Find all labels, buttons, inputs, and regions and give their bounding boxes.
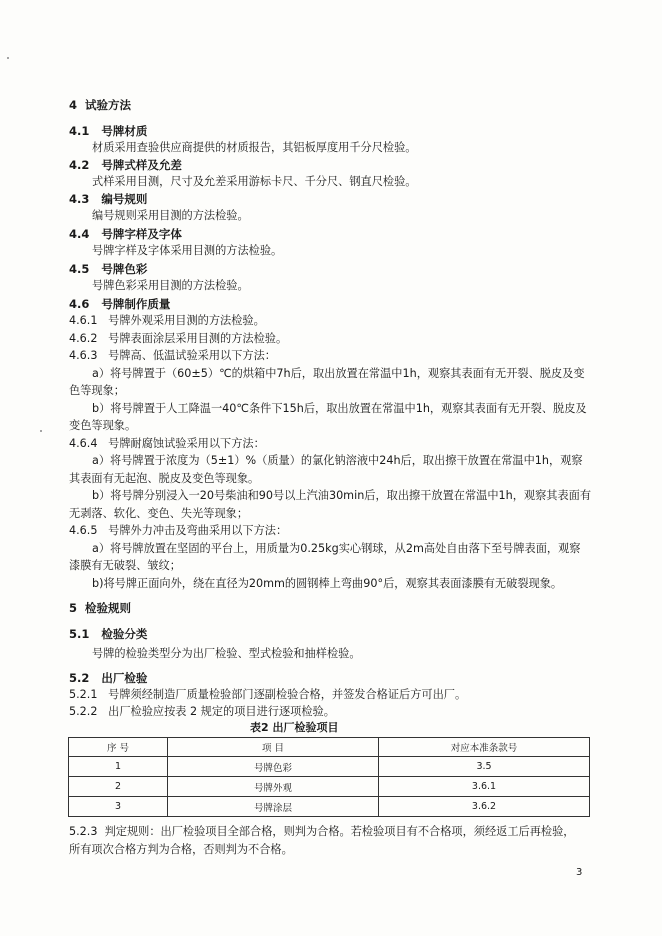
table-cell: 3.6.1 xyxy=(379,777,590,797)
clause-5-2-title: 出厂检验 xyxy=(101,671,148,685)
page-number: 3 xyxy=(576,867,583,878)
scan-speck xyxy=(40,430,42,432)
clause-5-2-2-number: 5.2.2 xyxy=(69,705,98,718)
clause-4-6-1-number: 4.6.1 xyxy=(69,314,98,327)
clause-5-2-2 xyxy=(69,704,335,720)
clause-4-6-3-number: 4.6.3 xyxy=(69,349,98,362)
table-header-row xyxy=(69,738,590,757)
clause-4-6-5-b-line1: b)将号牌正面向外，绕在直径为20mm的圆钢棒上弯曲90°后，观察其表面漆膜有无破裂现象。 xyxy=(92,577,563,590)
clause-5-2-1-number: 5.2.1 xyxy=(69,688,98,701)
clause-4-6-3 xyxy=(69,348,276,364)
clause-4-6-4-a-line2: 其表面有无起泡、脱皮及变色等现象。 xyxy=(69,472,260,485)
clause-5-1-number: 5.1 xyxy=(69,627,90,641)
clause-4-6-4 xyxy=(69,436,265,452)
clause-4-1-title: 号牌材质 xyxy=(101,124,148,138)
clause-5-2-3-number: 5.2.3 xyxy=(69,825,98,838)
clause-4-2-number: 4.2 xyxy=(69,158,90,172)
clause-4-3-title: 编号规则 xyxy=(101,192,148,206)
clause-4-6-4-b-line2: 无剥落、软化、变色、失光等现象； xyxy=(69,507,249,520)
table-cell: 3 xyxy=(69,797,168,817)
clause-4-6-4-b-line1: b）将号牌分别浸入一20号柴油和90号以上汽油30min后，取出擦干放置在常温中1h，观察其表面有 xyxy=(92,489,592,502)
clause-4-6-number: 4.6 xyxy=(69,297,90,311)
clause-4-6-5-number: 4.6.5 xyxy=(69,524,98,537)
clause-4-5-body: 号牌色彩采用目测的方法检验。 xyxy=(92,279,249,292)
clause-4-2-title: 号牌式样及允差 xyxy=(101,158,182,172)
table-cell: 号牌外观 xyxy=(168,777,379,797)
section-4-number: 4 xyxy=(69,98,78,112)
clause-5-1-heading xyxy=(69,626,147,642)
clause-4-3-body: 编号规则采用目测的方法检验。 xyxy=(92,209,249,222)
clause-5-2-3-text: 判定规则：出厂检验项目全部合格，则判为合格。若检验项目有不合格项，须经返工后再检验， xyxy=(104,825,575,838)
clause-4-6-2-text: 号牌表面涂层采用目测的方法检验。 xyxy=(108,332,288,345)
clause-5-2-heading xyxy=(69,670,147,686)
section-5-number: 5 xyxy=(69,601,78,615)
clause-5-2-1 xyxy=(69,687,466,703)
table-header-cell: 序 号 xyxy=(69,738,168,757)
table-2-caption: 表2 出厂检验项目 xyxy=(250,721,339,734)
table-header-cell: 对应本准条款号 xyxy=(379,738,590,757)
clause-4-6-2-number: 4.6.2 xyxy=(69,332,98,345)
clause-5-1-body: 号牌的检验类型分为出厂检验、型式检验和抽样检验。 xyxy=(92,647,361,660)
section-4-heading xyxy=(69,97,131,113)
scan-speck xyxy=(7,57,9,59)
clause-5-2-number: 5.2 xyxy=(69,671,90,685)
section-5-title: 检验规则 xyxy=(85,601,132,615)
table-cell: 3.6.2 xyxy=(379,797,590,817)
clause-4-6-4-a-line1: a）将号牌置于浓度为（5±1）%（质量）的氯化钠溶液中24h后，取出擦干放置在常温中1h，观察 xyxy=(92,454,583,467)
clause-5-2-3-line2: 所有项次合格方判为合格，否则判为不合格。 xyxy=(69,843,293,856)
clause-4-6-5-a-line2: 漆膜有无破裂、皱纹； xyxy=(69,559,181,572)
table-header-cell: 项 目 xyxy=(168,738,379,757)
table-cell: 2 xyxy=(69,777,168,797)
section-5-heading xyxy=(69,600,131,616)
clause-4-4-number: 4.4 xyxy=(69,227,90,241)
section-4-title: 试验方法 xyxy=(85,98,132,112)
clause-4-6-title: 号牌制作质量 xyxy=(101,297,171,311)
table-cell: 3.5 xyxy=(379,757,590,777)
table-cell: 号牌色彩 xyxy=(168,757,379,777)
clause-4-1-heading xyxy=(69,123,147,139)
clause-4-6-3-b-line2: 变色等现象。 xyxy=(69,419,137,432)
clause-4-6-3-b-line1: b）将号牌置于人工降温一40℃条件下15h后，取出放置在常温中1h，观察其表面有无开裂、脱皮及 xyxy=(92,402,587,415)
table-row xyxy=(69,797,590,817)
clause-4-6-1-text: 号牌外观采用目测的方法检验。 xyxy=(108,314,265,327)
clause-4-5-heading xyxy=(69,261,147,277)
table-2 xyxy=(68,737,590,817)
clause-4-4-heading xyxy=(69,226,182,242)
clause-4-1-body: 材质采用查验供应商提供的材质报告，其铝板厚度用千分尺检验。 xyxy=(92,141,417,154)
clause-4-6-4-number: 4.6.4 xyxy=(69,437,98,450)
clause-4-6-5-a-line1: a）将号牌放置在坚固的平台上，用质量为0.25kg实心钢球，从2m高处自由落下至号牌表面，观察 xyxy=(92,542,581,555)
table-row xyxy=(69,757,590,777)
clause-4-6-5-text: 号牌外力冲击及弯曲采用以下方法： xyxy=(108,524,288,537)
clause-4-3-heading xyxy=(69,191,147,207)
clause-4-6-heading xyxy=(69,296,170,312)
clause-4-5-number: 4.5 xyxy=(69,262,90,276)
clause-4-2-body: 式样采用目测，尺寸及允差采用游标卡尺、千分尺、钢直尺检验。 xyxy=(92,175,417,188)
clause-5-1-title: 检验分类 xyxy=(101,627,148,641)
clause-4-2-heading xyxy=(69,157,182,173)
clause-4-6-3-a-line2: 色等现象； xyxy=(69,384,125,397)
clause-4-6-3-text: 号牌高、低温试验采用以下方法： xyxy=(108,349,276,362)
table-cell: 1 xyxy=(69,757,168,777)
table-row xyxy=(69,777,590,797)
clause-4-6-4-text: 号牌耐腐蚀试验采用以下方法： xyxy=(108,437,265,450)
clause-4-6-5 xyxy=(69,523,287,539)
clause-4-6-3-a-line1: a）将号牌置于（60±5）℃的烘箱中7h后，取出放置在常温中1h，观察其表面有无开裂、脱皮及变 xyxy=(92,367,585,380)
clause-4-6-1 xyxy=(69,313,265,329)
clause-4-3-number: 4.3 xyxy=(69,192,90,206)
clause-5-2-1-text: 号牌须经制造厂质量检验部门逐副检验合格，并签发合格证后方可出厂。 xyxy=(108,688,467,701)
clause-5-2-2-text: 出厂检验应按表 2 规定的项目进行逐项检验。 xyxy=(108,705,335,718)
clause-4-6-2 xyxy=(69,331,287,347)
clause-5-2-3-line1 xyxy=(69,824,574,840)
clause-4-1-number: 4.1 xyxy=(69,124,90,138)
clause-4-4-body: 号牌字样及字体采用目测的方法检验。 xyxy=(92,244,283,257)
table-cell: 号牌涂层 xyxy=(168,797,379,817)
clause-4-4-title: 号牌字样及字体 xyxy=(101,227,182,241)
clause-4-5-title: 号牌色彩 xyxy=(101,262,148,276)
